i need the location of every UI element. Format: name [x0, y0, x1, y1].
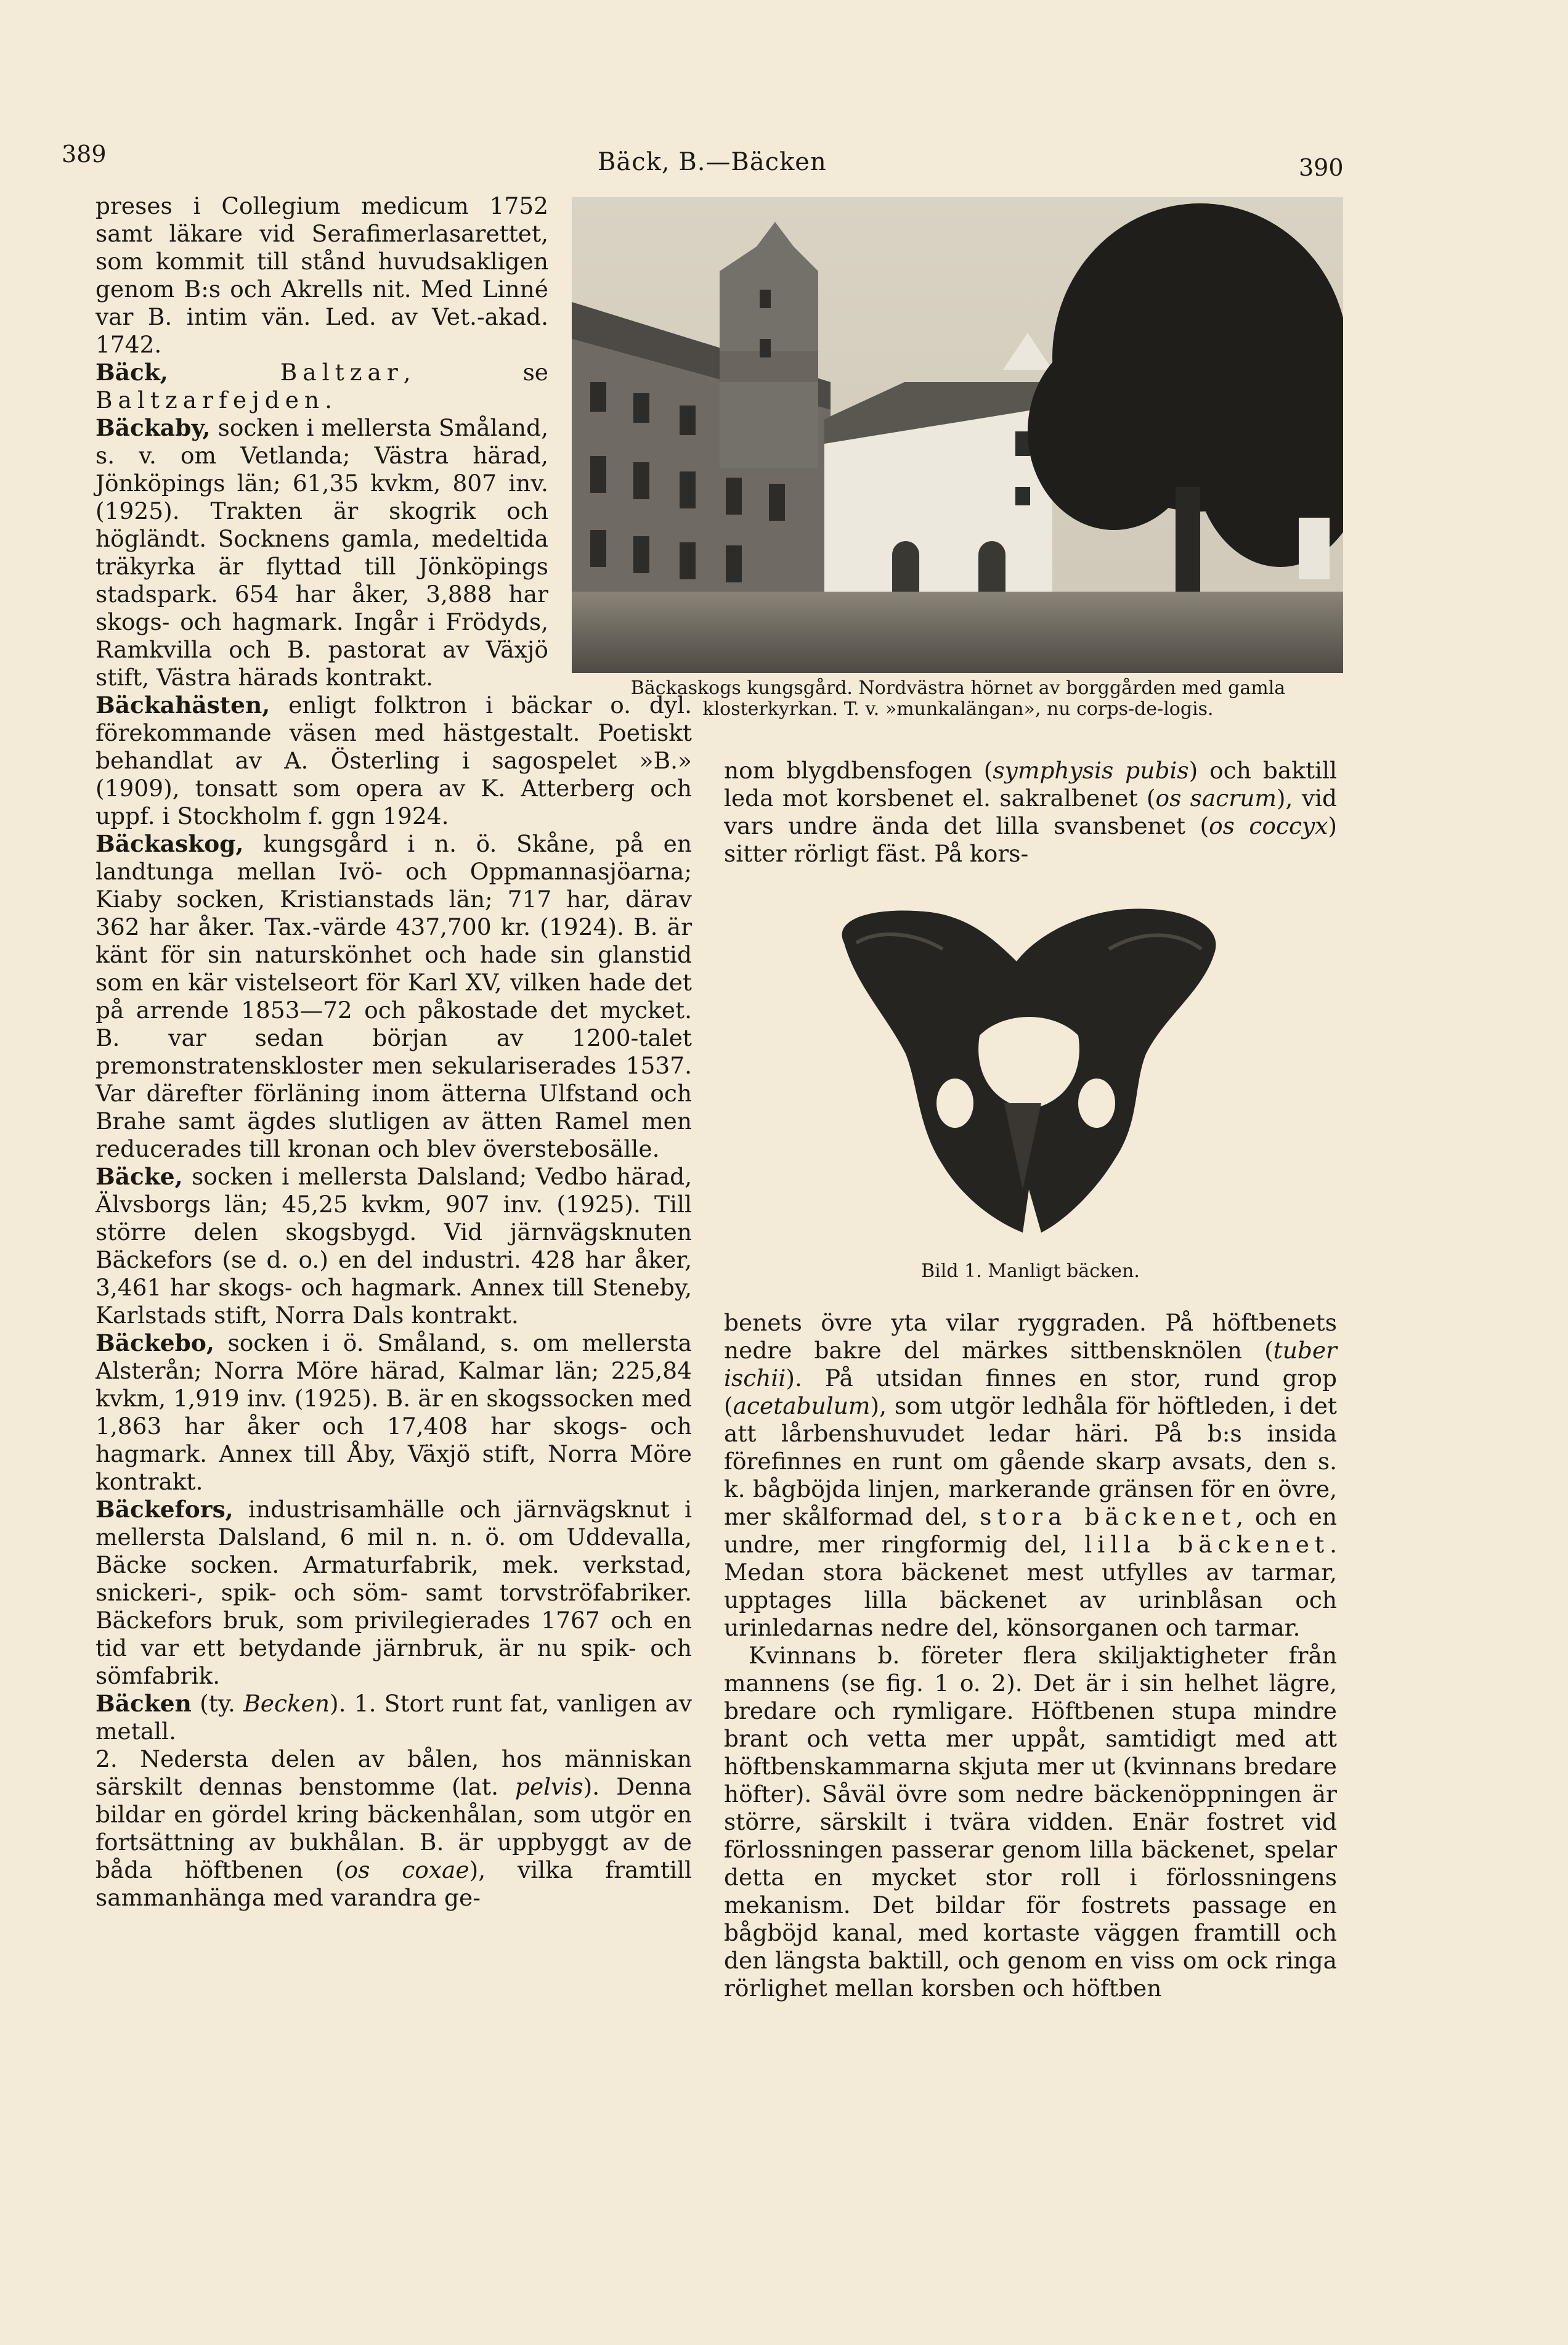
rb-p1-f: stora bäckenet	[980, 1503, 1237, 1530]
entry-backen2-d: os coxae	[344, 1856, 469, 1883]
photo-caption	[573, 678, 1343, 720]
rb-p1-i: . Medan stora bäckenet mest utfylles av tarmar, upptages lilla bäckenet av urinblåsan och urinledarnas nedre del, könsorganen och tarmar.	[724, 1531, 1337, 1641]
running-head: Bäck, B.—Bäcken	[598, 148, 827, 176]
headword-backaby: Bäckaby,	[95, 414, 211, 441]
entry-backaskog	[95, 830, 692, 1163]
backaskog-photo	[572, 197, 1343, 673]
left-column-narrow-part	[95, 192, 548, 691]
entry-backefors-text: industrisamhälle och järnvägsknut i mellersta Dalsland, 6 mil n. n. ö. om Uddevalla, Bäcke socken. Armaturfabrik, mek. verkstad, snickeri-, spik- och söm- samt torvströfabriker. Bäckefors bruk, som privilegierades 1767 och en tid var ett betydande järnbruk, är nu spik- och sömfabrik.	[95, 1496, 692, 1689]
pelvis-caption: Bild 1. Manligt bäcken.	[921, 1260, 1140, 1282]
pelvis-drawing	[819, 900, 1232, 1245]
rb-p1-h: lilla bäckenet	[1084, 1531, 1330, 1558]
page-number-left: 389	[62, 141, 107, 168]
entry-backen	[95, 1690, 692, 1745]
entry-backe	[95, 1163, 692, 1329]
right-top-t2: symphysis pubis	[993, 757, 1189, 784]
right-column-top	[724, 757, 1337, 868]
photo-caption-line1: Bäckaskogs kungsgård. Nordvästra hörnet av borggården med gamla	[630, 677, 1286, 699]
photo-caption-line2: klosterkyrkan. T. v. »munkalängan», nu corps-de-logis.	[702, 698, 1214, 720]
entry-backahasten-text: enligt folktron i bäckar o. dyl. förekommande väsen med hästgestalt. Poetiskt behandlat av A. Österling i sagospelet »B.» (1909), tonsatt som opera av K. Atterberg och uppf. i Stockholm f. ggn 1924.	[95, 691, 693, 830]
right-top-t1: nom blygdbensfogen (	[724, 757, 993, 784]
entry-back-dot: .	[325, 386, 332, 414]
headword-backaskog: Bäckaskog,	[95, 830, 244, 857]
entry-backen-b: Becken	[243, 1690, 330, 1717]
page-number-right: 390	[1299, 154, 1344, 181]
rb-p1-g: , och en undre, mer ringformig del,	[724, 1503, 1337, 1558]
entry-backen-c: ). 1. Stort runt fat, vanligen av metall.	[95, 1690, 693, 1745]
headword-backebo: Bäckebo,	[95, 1329, 214, 1356]
rb-p1-d: acetabulum	[733, 1392, 871, 1419]
continued-entry: preses i Collegium medicum 1752 samt läkare vid Serafimerlasarettet, som kommit till stånd huvudsakligen genom B:s och Akrells nit. Med Linné var B. intim vän. Led. av Vet.-akad. 1742.	[95, 192, 548, 358]
right-top-paragraph	[724, 757, 1337, 868]
backaskog-photo-drawing	[572, 197, 1343, 673]
entry-back	[95, 359, 548, 414]
headword-backefors: Bäckefors,	[95, 1496, 234, 1523]
pelvis-illustration	[819, 900, 1232, 1245]
entry-backebo	[95, 1329, 692, 1496]
headword-backen: Bäcken	[95, 1690, 192, 1717]
entry-backen2-b: pelvis	[514, 1773, 583, 1800]
right-paragraph-2: Kvinnans b. företer flera skiljaktigheter från mannens (se fig. 1 o. 2). Det är i sin helhet lägre, bredare och rymligare. Höftbenen stupa mindre brant och vetta mer uppåt, samtidigt med att höftbenskammarna skjuta mer ut (kvinnans bredare höfter). Såväl övre som nedre bäckenöppningen är större, särskilt i tvära vidden. Enär fostret vid förlossningen passerar genom lilla bäckenet, spelar detta en mycket stor roll i förlossningens mekanism. Det bildar för fostrets passage en bågböjd kanal, med kortaste väggen framtill och den längsta baktill, och genom en viss om ock ringa rörlighet mellan korsben och höftben	[724, 1642, 1337, 2002]
entry-backen2-e: ), vilka framtill sammanhänga med varandra ge-	[95, 1856, 692, 1911]
entry-backe-text: socken i mellersta Dalsland; Vedbo härad, Älvsborgs län; 45,25 kvkm, 907 inv. (1925). Till större delen skogsbygd. Vid järnvägsknuten Bäckefors (se d. o.) en del industri. 428 har åker, 3,461 har skogs- och hagmark. Annex till Steneby, Karlstads stift, Norra Dals kontrakt.	[95, 1163, 693, 1329]
right-column-bottom	[724, 1309, 1337, 2002]
headword-backahasten: Bäckahästen,	[95, 691, 270, 719]
entry-backen2-a: 2. Nedersta delen av bålen, hos människan särskilt dennas benstomme (lat.	[95, 1745, 692, 1800]
entry-backefors	[95, 1496, 692, 1690]
entry-backen-a: (ty.	[200, 1690, 235, 1717]
headword-back: Bäck,	[95, 359, 168, 386]
rb-p1-c: ). På utsidan finnes en stor, rund grop (	[724, 1364, 1337, 1419]
entry-back-name: Baltzar	[280, 359, 404, 386]
headword-backe: Bäcke,	[95, 1163, 183, 1190]
entry-backebo-text: socken i ö. Småland, s. om mellersta Alsterån; Norra Möre härad, Kalmar län; 225,84 kvkm, 1,919 inv. (1925). B. är en skogssocken med 1,863 har åker och 17,408 har skogs- och hagmark. Annex till Åby, Växjö stift, Norra Möre kontrakt.	[95, 1329, 693, 1495]
entry-backaby-text: socken i mellersta Småland, s. v. om Vetlanda; Västra härad, Jönköpings län; 61,35 kvkm, 807 inv. (1925). Trakten är skogrik och högländt. Socknens gamla, medeltida träkyrka är flyttad till Jönköpings stadspark. 654 har åker, 3,888 har skogs- och hagmark. Ingår i Frödyds, Ramkvilla och B. pastorat av Växjö stift, Västra härads kontrakt.	[95, 414, 548, 691]
rb-p1-b: tuber ischii	[724, 1337, 1337, 1392]
rb-p1-a: benets övre yta vilar ryggraden. På höftbenets nedre bakre del märkes sittbensknölen (	[724, 1309, 1337, 1364]
entry-backaskog-text: kungsgård i n. ö. Skåne, på en landtunga mellan Ivö- och Oppmannasjöarna; Kiaby socken, Kristianstads län; 717 har, därav 362 har åker. Tax.-värde 437,700 kr. (1924). B. är känt för sin naturskönhet och hade sin glanstid som en kär vistelseort för Karl XV, vilken hade det på arrende 1853—72 och påkostade det mycket. B. var sedan början av 1200-talet premonstratenskloster men sekulariserades 1537. Var därefter förläning inom ätterna Ulfstand och Brahe samt ägdes slutligen av ätten Ramel men reducerades till kronan och blev överstebosälle.	[95, 830, 693, 1162]
entry-backen2-c: ). Denna bildar en gördel kring bäckenhålan, som utgör en fortsättning av bukhålan. B. är uppbyggt av de båda höftbenen (	[95, 1773, 693, 1883]
entry-back-ref: Baltzarfejden	[95, 386, 325, 414]
right-top-t4: os sacrum	[1155, 785, 1277, 812]
right-top-t7: ) sitter rörligt fäst. På kors-	[724, 812, 1337, 867]
entry-backaby	[95, 414, 548, 691]
right-top-t5: ), vid vars undre ända det lilla svansbenet (	[724, 785, 1338, 839]
entry-backen-2	[95, 1745, 692, 1912]
right-top-t6: os coccyx	[1209, 812, 1328, 839]
entry-back-see: , se	[403, 359, 549, 386]
right-paragraph-1	[724, 1309, 1337, 1642]
right-top-t3: ) och baktill leda mot korsbenet el. sakralbenet (	[724, 757, 1337, 812]
rb-p1-e: ), som utgör ledhåla för höftleden, i det att lårbenshuvudet ledar häri. På b:s insida förefinnes en runt om gående skarp avsats, den s. k. bågböjda linjen, markerande gränsen för en övre, mer skålformad del,	[724, 1392, 1337, 1530]
